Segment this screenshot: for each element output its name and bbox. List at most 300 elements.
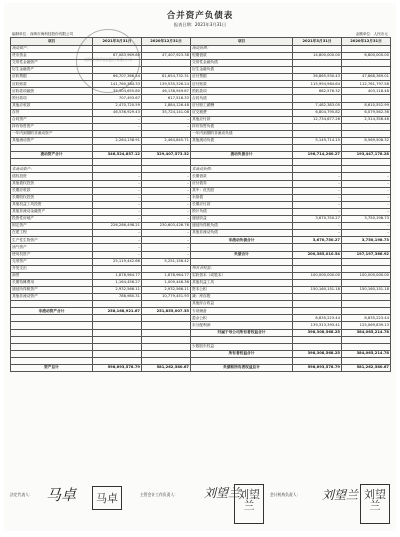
- table-row: [11, 123, 391, 130]
- table-row: [11, 152, 391, 159]
- cell-item-right: 其他综合收益: [191, 301, 293, 308]
- cell-current-right: [293, 45, 342, 52]
- cell-prior-left: 5,251,156.42: [142, 258, 191, 265]
- company-seal: [76, 29, 140, 93]
- cell-current-left: [93, 350, 142, 357]
- cell-item-left: [11, 357, 93, 364]
- cell-prior-left: 2,464,845.71: [142, 138, 191, 145]
- cell-item-right: 递延所得税负债: [191, 223, 293, 230]
- cell-item-right: 衍生金融负债: [191, 67, 293, 74]
- cell-item-left: [11, 329, 93, 336]
- cell-item-right: 非流动负债：: [191, 166, 293, 173]
- cell-prior-left: –: [142, 201, 191, 208]
- col-header-item-left: 项目: [11, 38, 93, 46]
- col-header-current-right: 2021年3月31日: [293, 38, 342, 46]
- cell-item-right: 负债合计: [191, 251, 293, 258]
- cell-item-right: 永续债: [191, 194, 293, 201]
- cell-prior-left: 329,407,573.32: [142, 152, 191, 159]
- cell-prior-right: 47,868,369.01: [342, 74, 391, 81]
- cell-current-left: –: [93, 201, 142, 208]
- cell-current-left: [93, 322, 142, 329]
- cell-item-left: 其他非流动资产: [11, 294, 93, 301]
- col-header-prior-right: 2020年12月31日: [342, 38, 391, 46]
- cell-prior-right: [342, 95, 391, 102]
- cell-prior-left: 2,932,566.11: [142, 286, 191, 293]
- cell-prior-right: –: [342, 173, 391, 180]
- cell-item-right: [191, 336, 293, 343]
- cell-prior-right: –: [342, 208, 391, 215]
- table-row: [11, 201, 391, 208]
- cell-current-right: 598,693,578.79: [293, 365, 342, 372]
- cell-prior-left: [142, 166, 191, 173]
- cell-prior-right: 8,610,552.99: [342, 102, 391, 109]
- cell-prior-right: 3,750,198.73: [342, 216, 391, 223]
- cell-item-right: 合同负债: [191, 95, 293, 102]
- legal-representative-signature: 马卓: [46, 486, 77, 504]
- cell-prior-right: –: [342, 223, 391, 230]
- legal-representative-stamp: 马卓: [92, 486, 122, 510]
- cell-prior-right: 150,160,151.18: [342, 286, 391, 293]
- cell-current-left: [93, 329, 142, 336]
- cell-prior-left: [142, 357, 191, 364]
- cell-item-left: 合同资产: [11, 116, 93, 123]
- cell-item-left: 非流动资产合计: [11, 308, 93, 315]
- cell-item-left: 其他权益工具投资: [11, 201, 93, 208]
- cell-prior-right: 8,835,223.44: [342, 315, 391, 322]
- cell-item-right: 递延收益: [191, 216, 293, 223]
- cell-current-left: 141,760,384.33: [93, 81, 142, 88]
- cell-item-left: 应收票据: [11, 74, 93, 81]
- cell-prior-right: 384,065,214.78: [342, 350, 391, 357]
- cell-current-right: 398,308,568.25: [293, 329, 342, 336]
- cell-current-right: 115,994,984.64: [293, 81, 342, 88]
- cell-prior-left: [142, 130, 191, 137]
- cell-current-left: [93, 357, 142, 364]
- table-row: [11, 180, 391, 187]
- accounting-head-stamp: 刘望兰: [234, 484, 264, 524]
- table-header-row: [11, 38, 391, 46]
- cell-prior-left: [142, 59, 191, 66]
- cell-current-left: [93, 315, 142, 322]
- cell-prior-left: [142, 343, 191, 350]
- cell-current-left: –: [93, 230, 142, 237]
- table-row: [11, 286, 391, 293]
- cell-prior-right: –: [342, 201, 391, 208]
- cell-current-right: 3,670,750.27: [293, 216, 342, 223]
- col-header-current-left: 2021年3月31日: [93, 38, 142, 46]
- cell-item-left: [11, 315, 93, 322]
- cell-prior-left: [142, 301, 191, 308]
- cell-prior-left: 35,724,141.08: [142, 109, 191, 116]
- cell-current-right: [293, 343, 342, 350]
- cell-prior-left: –: [142, 244, 191, 251]
- report-date: 报表日期：2021年3月31日: [173, 22, 227, 27]
- cell-current-left: [93, 166, 142, 173]
- table-row: [11, 130, 391, 137]
- cell-current-left: 346,524,857.12: [93, 152, 142, 159]
- cell-current-left: [93, 265, 142, 272]
- currency-unit: 金额单位：人民币元: [355, 32, 388, 36]
- cell-item-left: 存货: [11, 109, 93, 116]
- cell-current-right: 398,308,568.25: [293, 350, 342, 357]
- table-row: [11, 329, 391, 336]
- cell-item-right: 负债和所有者权益总计: [191, 365, 293, 372]
- cell-item-right: [191, 159, 293, 166]
- cell-current-right: [293, 159, 342, 166]
- cell-current-right: 14,800,000.00: [293, 52, 342, 59]
- cell-current-left: [93, 301, 142, 308]
- cell-item-right: 应付债券: [191, 180, 293, 187]
- cell-prior-right: 2,314,356.46: [342, 116, 391, 123]
- table-row: [11, 237, 391, 244]
- cell-prior-right: [342, 67, 391, 74]
- cell-item-right: 其他非流动负债: [191, 230, 293, 237]
- cell-current-right: 6,804,795.82: [293, 109, 342, 116]
- cell-item-right: 归属于母公司所有者权益合计: [191, 329, 293, 336]
- cell-item-left: [11, 336, 93, 343]
- page-title: 合并资产负债表: [166, 11, 234, 21]
- cell-current-left: 1,164,456.27: [93, 279, 142, 286]
- cell-current-right: [293, 130, 342, 137]
- cell-current-right: –: [293, 201, 342, 208]
- company-name: 编制单位：深圳市海科技股份有限公司: [12, 32, 74, 36]
- cell-prior-left: 47,407,923.38: [142, 52, 191, 59]
- table-row: [11, 308, 391, 315]
- cell-current-left: 1,878,964.77: [93, 272, 142, 279]
- cell-current-left: –: [93, 194, 142, 201]
- cell-prior-left: [142, 336, 191, 343]
- cell-item-right: 预收款项: [191, 88, 293, 95]
- cell-item-left: 持有待售资产: [11, 123, 93, 130]
- cell-item-right: 一年内到期的非流动负债: [191, 130, 293, 137]
- cell-prior-right: [342, 45, 391, 52]
- cell-item-right: [191, 357, 293, 364]
- cell-item-right: 其他应付款: [191, 116, 293, 123]
- table-row: [11, 265, 391, 272]
- cell-item-left: 长期待摊费用: [11, 279, 93, 286]
- cell-prior-right: 197,197,366.92: [342, 251, 391, 258]
- cell-prior-left: –: [142, 180, 191, 187]
- table-row: [11, 279, 391, 286]
- cell-item-right: 未分配利润: [191, 322, 293, 329]
- cell-current-left: 786,980.31: [93, 294, 142, 301]
- table-row: [11, 322, 391, 329]
- company-seal-text: 深圳市海科技股份有限公司: [84, 57, 132, 62]
- cell-item-right: 短期借款: [191, 52, 293, 59]
- cell-item-right: 长期应付款: [191, 201, 293, 208]
- table-row: [11, 315, 391, 322]
- table-row: [11, 350, 391, 357]
- cell-prior-left: 61,654,732.31: [142, 74, 191, 81]
- cell-item-right: 其他权益工具: [191, 279, 293, 286]
- cell-item-left: 生产性生物资产: [11, 237, 93, 244]
- table-row: [11, 102, 391, 109]
- cell-current-right: 196,714,260.27: [293, 152, 342, 159]
- cell-prior-right: [342, 59, 391, 66]
- cell-prior-right: 6,079,562.36: [342, 109, 391, 116]
- cell-prior-left: [142, 315, 191, 322]
- cell-current-left: 2,264,138.91: [93, 138, 142, 145]
- table-row: [11, 301, 391, 308]
- cell-item-left: 长期应收款: [11, 187, 93, 194]
- cell-item-right: 应付职工薪酬: [191, 102, 293, 109]
- cell-prior-left: 10,779,451.93: [142, 294, 191, 301]
- cell-current-right: 5,149,714.15: [293, 138, 342, 145]
- table-row: [11, 216, 391, 223]
- cell-item-left: 无形资产: [11, 258, 93, 265]
- cell-item-right: 其中：优先股: [191, 187, 293, 194]
- cell-current-left: [93, 159, 142, 166]
- cell-current-left: –: [93, 180, 142, 187]
- cell-prior-right: –: [342, 194, 391, 201]
- table-row: [11, 258, 391, 265]
- cell-item-left: 在建工程: [11, 230, 93, 237]
- cell-prior-left: [142, 145, 191, 152]
- cell-item-left: 交易性金融资产: [11, 59, 93, 66]
- col-header-prior-left: 2020年12月31日: [142, 38, 191, 46]
- cell-current-left: 598,693,578.79: [93, 365, 142, 372]
- cell-prior-left: –: [142, 194, 191, 201]
- cell-item-right: 预计负债: [191, 208, 293, 215]
- legal-representative-label: 法定代表人：: [10, 492, 33, 497]
- table-row: [11, 45, 391, 52]
- balance-sheet-table: [10, 37, 391, 372]
- accounting-head-label: 主管会计工作负责人：: [140, 492, 178, 497]
- cell-prior-left: 581,262,580.67: [142, 365, 191, 372]
- cell-current-left: –: [93, 251, 142, 258]
- cell-item-right: [191, 258, 293, 265]
- cell-current-right: 3,670,750.27: [293, 237, 342, 244]
- cell-prior-right: 6,800,000.00: [342, 52, 391, 59]
- cell-item-left: 长期股权投资: [11, 194, 93, 201]
- cell-current-left: 226,286,498.21: [93, 223, 142, 230]
- cell-current-right: [293, 279, 342, 286]
- cell-current-left: 258,168,921.67: [93, 308, 142, 315]
- cell-item-right: 应交税费: [191, 109, 293, 116]
- cell-current-left: –: [93, 187, 142, 194]
- cell-item-left: 非流动资产：: [11, 166, 93, 173]
- table-row: [11, 244, 391, 251]
- cell-current-right: –: [293, 173, 342, 180]
- cell-item-left: [11, 350, 93, 357]
- cell-current-right: –: [293, 187, 342, 194]
- cell-item-left: 一年内到期的非流动资产: [11, 130, 93, 137]
- cell-prior-right: –: [342, 230, 391, 237]
- cell-prior-left: [142, 265, 191, 272]
- cell-prior-right: –: [342, 187, 391, 194]
- cell-item-left: 债权投资: [11, 173, 93, 180]
- cell-item-right: [191, 244, 293, 251]
- cell-prior-right: 125,069,839.13: [342, 322, 391, 329]
- cell-prior-right: 581,262,580.67: [342, 365, 391, 372]
- cell-current-right: [293, 258, 342, 265]
- table-row: [11, 173, 391, 180]
- cell-current-right: 200,385,010.54: [293, 251, 342, 258]
- cell-prior-left: –: [142, 237, 191, 244]
- cell-prior-left: –: [142, 216, 191, 223]
- table-row: [11, 336, 391, 343]
- cell-current-left: –: [93, 123, 142, 130]
- table-row: [11, 294, 391, 301]
- balance-sheet-page: [4, 3, 396, 531]
- cell-item-left: 投资性房地产: [11, 216, 93, 223]
- cell-item-left: 其他债权投资: [11, 180, 93, 187]
- table-row: [11, 95, 391, 102]
- cell-item-right: 少数股东权益: [191, 343, 293, 350]
- cell-prior-left: –: [142, 173, 191, 180]
- cell-prior-left: [142, 67, 191, 74]
- cell-current-right: [293, 294, 342, 301]
- cell-item-left: 固定资产: [11, 223, 93, 230]
- accounting-dept-stamp: 刘望兰: [360, 484, 390, 524]
- cell-prior-left: [142, 159, 191, 166]
- cell-item-left: 其他非流动金融资产: [11, 208, 93, 215]
- cell-current-right: [293, 145, 342, 152]
- cell-current-left: –: [93, 173, 142, 180]
- cell-current-right: 36,865,930.43: [293, 74, 342, 81]
- cell-current-right: 7,482,383.05: [293, 102, 342, 109]
- cell-current-left: –: [93, 216, 142, 223]
- accounting-head-signature: 刘望兰: [204, 486, 241, 500]
- cell-prior-right: [342, 145, 391, 152]
- cell-current-left: 66,707,366.54: [93, 74, 142, 81]
- cell-prior-left: –: [142, 208, 191, 215]
- table-row: [11, 343, 391, 350]
- cell-item-right: 实收资本（或股本）: [191, 272, 293, 279]
- cell-prior-left: –: [142, 123, 191, 130]
- cell-prior-left: 139,535,326.24: [142, 81, 191, 88]
- cell-prior-right: 403,118.48: [342, 88, 391, 95]
- cell-prior-right: 112,761,797.58: [342, 81, 391, 88]
- cell-current-left: 25,119,442.66: [93, 258, 142, 265]
- cell-item-right: 长期借款: [191, 173, 293, 180]
- cell-item-right: 流动负债合计: [191, 152, 293, 159]
- cell-prior-right: [342, 244, 391, 251]
- table-row: [11, 194, 391, 201]
- cell-item-left: [11, 343, 93, 350]
- cell-prior-right: 193,447,178.28: [342, 152, 391, 159]
- cell-current-left: 2,470,720.59: [93, 102, 142, 109]
- cell-item-left: 开发支出: [11, 265, 93, 272]
- cell-current-right: 8,835,223.44: [293, 315, 342, 322]
- cell-prior-left: [142, 322, 191, 329]
- cell-prior-right: [342, 265, 391, 272]
- cell-item-left: 其他应收款: [11, 102, 93, 109]
- cell-item-right: 其他流动负债: [191, 138, 293, 145]
- table-row: [11, 74, 391, 81]
- cell-current-left: [93, 145, 142, 152]
- table-row: [11, 187, 391, 194]
- table-row: [11, 88, 391, 95]
- cell-prior-left: [142, 329, 191, 336]
- cell-prior-right: [342, 301, 391, 308]
- cell-prior-left: 230,603,426.76: [142, 223, 191, 230]
- cell-item-right: 所有者权益合计: [191, 350, 293, 357]
- cell-current-left: [93, 343, 142, 350]
- cell-prior-left: –: [142, 251, 191, 258]
- table-row: [11, 230, 391, 237]
- cell-item-right: 流动负债：: [191, 45, 293, 52]
- cell-current-left: [93, 130, 142, 137]
- cell-current-right: [293, 59, 342, 66]
- cell-item-right: [191, 145, 293, 152]
- table-row: [11, 59, 391, 66]
- cell-item-left: [11, 301, 93, 308]
- cell-current-right: –: [293, 180, 342, 187]
- cell-current-right: [293, 336, 342, 343]
- cell-item-left: [11, 145, 93, 152]
- cell-current-right: 100,000,000.00: [293, 272, 342, 279]
- cell-item-right: 非流动负债合计: [191, 237, 293, 244]
- cell-current-right: [293, 357, 342, 364]
- table-row: [11, 357, 391, 364]
- col-header-item-right: 项目: [191, 38, 293, 46]
- cell-prior-left: –: [142, 230, 191, 237]
- cell-item-right: 交易性金融负债: [191, 59, 293, 66]
- cell-prior-right: 3,750,198.73: [342, 237, 391, 244]
- cell-prior-right: [342, 258, 391, 265]
- cell-item-left: 商誉: [11, 272, 93, 279]
- cell-item-left: 流动资产：: [11, 45, 93, 52]
- cell-current-right: –: [293, 194, 342, 201]
- table-row: [11, 52, 391, 59]
- cell-current-right: –: [293, 230, 342, 237]
- cell-current-right: [293, 166, 342, 173]
- cell-item-left: 资产总计: [11, 365, 93, 372]
- table-row: [11, 272, 391, 279]
- table-row: [11, 81, 391, 88]
- table-row: [11, 116, 391, 123]
- cell-prior-right: [342, 159, 391, 166]
- cell-current-left: –: [93, 116, 142, 123]
- signature-row: [8, 484, 396, 528]
- table-row: [11, 223, 391, 230]
- table-row: [11, 67, 391, 74]
- cell-item-right: 专项储备: [191, 308, 293, 315]
- cell-current-right: [293, 67, 342, 74]
- table-row: [11, 145, 391, 152]
- cell-item-left: 递延所得税资产: [11, 286, 93, 293]
- cell-prior-right: [342, 308, 391, 315]
- cell-prior-right: 384,065,214.78: [342, 329, 391, 336]
- cell-current-right: [293, 301, 342, 308]
- cell-item-left: 应收款项融资: [11, 88, 93, 95]
- accounting-dept-label: 会计机构负责人：: [270, 492, 301, 497]
- cell-current-right: 139,313,393.41: [293, 322, 342, 329]
- cell-item-right: 资本公积: [191, 286, 293, 293]
- table-row: [11, 208, 391, 215]
- table-row: [11, 251, 391, 258]
- cell-current-right: 12,734,677.26: [293, 116, 342, 123]
- cell-item-right: 应付票据: [191, 74, 293, 81]
- cell-item-left: 货币资金: [11, 52, 93, 59]
- table-row: [11, 365, 391, 372]
- cell-current-left: 67,083,969.80: [93, 52, 142, 59]
- cell-prior-right: [342, 357, 391, 364]
- table-row: [11, 166, 391, 173]
- cell-current-left: –: [93, 244, 142, 251]
- cell-item-left: 衍生金融资产: [11, 67, 93, 74]
- cell-item-right: 所有者权益：: [191, 265, 293, 272]
- cell-prior-left: 617,516.33: [142, 95, 191, 102]
- cell-prior-left: 1,009,446.36: [142, 279, 191, 286]
- cell-current-left: 2,932,566.11: [93, 286, 142, 293]
- cell-item-right: 应付账款: [191, 81, 293, 88]
- cell-item-left: [11, 159, 93, 166]
- accounting-dept-signature: 刘望兰: [322, 488, 359, 502]
- cell-prior-left: 1,878,964.77: [142, 272, 191, 279]
- cell-current-right: 682,576.32: [293, 88, 342, 95]
